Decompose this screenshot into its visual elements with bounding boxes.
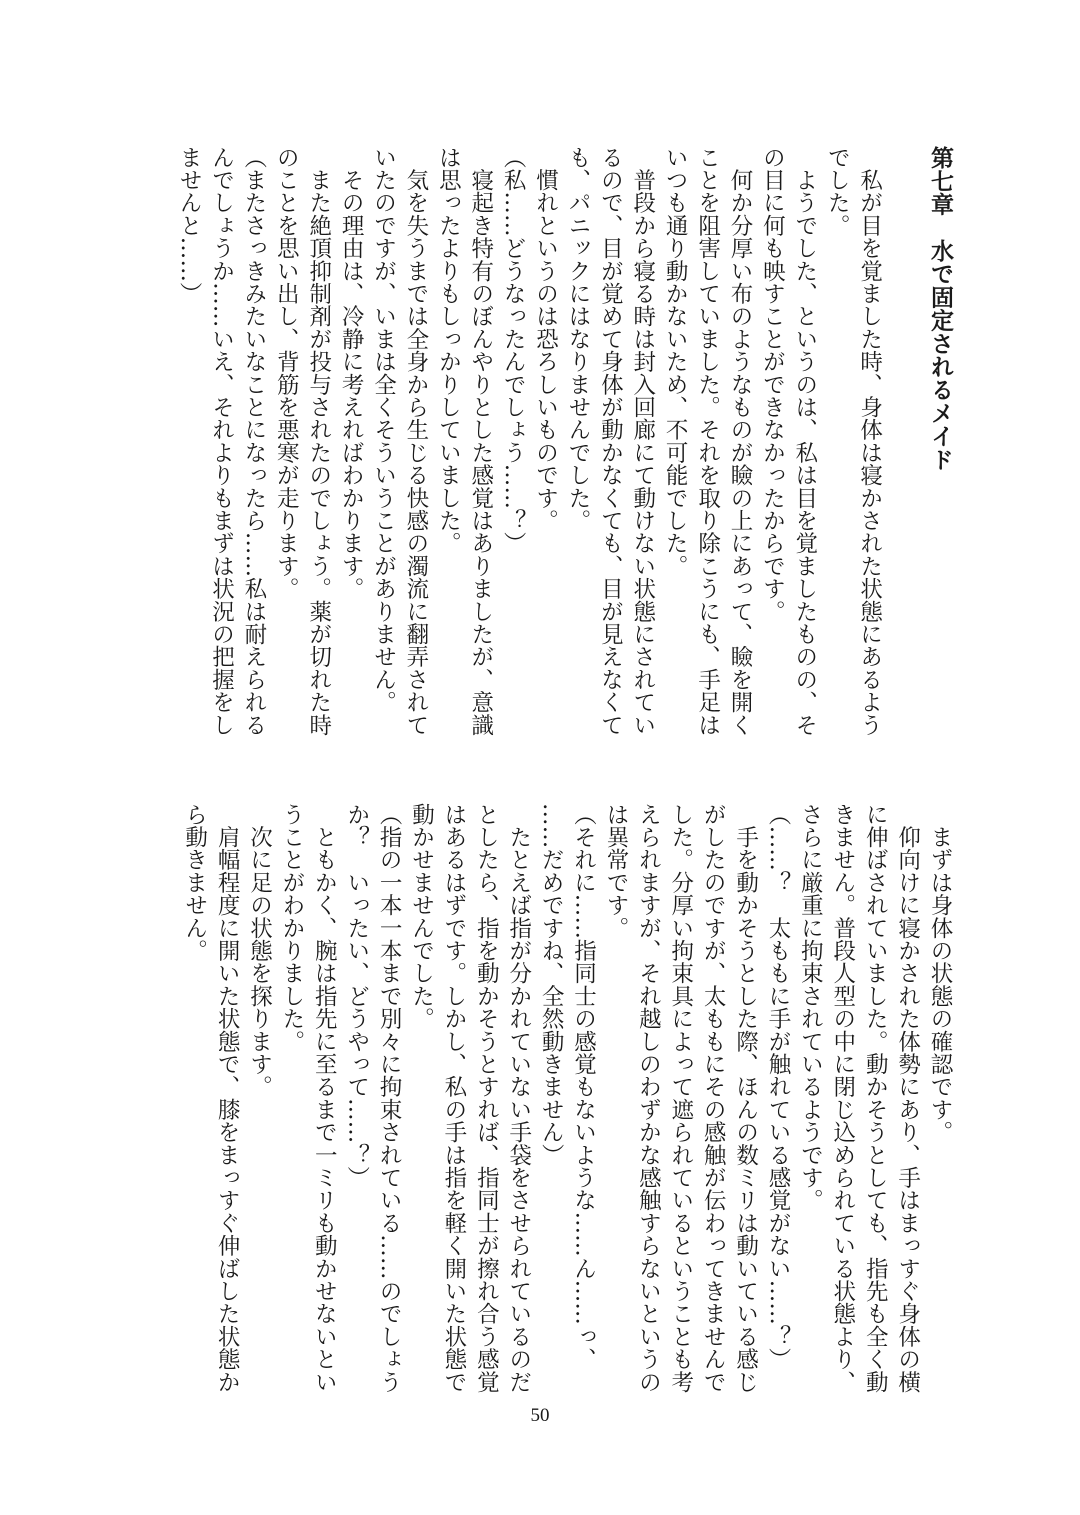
text-line: （それに……指同士の感覚もないような……ん……っ、 xyxy=(570,803,597,1371)
text-line: した。分厚い拘束具によって遮られているということも考 xyxy=(667,803,694,1394)
text-line: （私……どうなったんでしょう……？） xyxy=(500,146,527,555)
text-line: も、パニックにはなりませんでした。 xyxy=(564,146,591,532)
text-line: の目に何も映すことができなかったからです。 xyxy=(759,146,786,623)
text-line: ともかく、腕は指先に至るまで一ミリも動かせないとい xyxy=(311,803,338,1394)
text-line: （……？ 太ももに手が触れている感覚がない……？） xyxy=(764,803,791,1371)
text-line: か？ いったい、どうやって……？） xyxy=(343,803,370,1189)
text-line: 私が目を覚ました時、身体は寝かされた状態にあるよう xyxy=(856,146,883,737)
text-line: ら動きません。 xyxy=(181,803,208,962)
text-line: としたら、指を動かそうとすれば、指同士が擦れ合う感覚 xyxy=(473,803,500,1394)
text-line: でした。 xyxy=(824,146,851,237)
text-line: 普段から寝る時は封入回廊にて動けない状態にされてい xyxy=(629,146,656,737)
text-line: は異常です。 xyxy=(602,803,629,940)
upper-paragraphs xyxy=(173,146,886,746)
text-block-lower xyxy=(178,803,956,1403)
text-line: 仰向けに寝かされた体勢にあり、手はまっすぐ身体の横 xyxy=(894,803,921,1394)
text-line: ようでした、というのは、私は目を覚ましたものの、そ xyxy=(791,146,818,737)
text-line: ことを阻害していました。それを取り除こうにも、手足は xyxy=(694,146,721,737)
text-line: （またさっきみたいなことになったら……私は耐えられる xyxy=(240,146,267,737)
text-line: ……だめですね、全然動きません） xyxy=(538,803,565,1167)
text-line: えられますが、それ越しのわずかな感触すらないというの xyxy=(635,803,662,1394)
text-line: 気を失うまでは全身から生じる快感の濁流に翻弄されて xyxy=(402,146,429,737)
text-line: たとえば指が分かれていない手袋をさせられているのだ xyxy=(505,803,532,1394)
page-number: 50 xyxy=(530,1405,550,1426)
text-line: ませんと……） xyxy=(176,146,203,305)
text-line: きません。普段人型の中に閉じ込められている状態より、 xyxy=(829,803,856,1394)
lower-paragraphs xyxy=(178,803,956,1403)
text-line: は思ったよりもしっかりしていました。 xyxy=(435,146,462,555)
text-line: 手を動かそうとした際、ほんの数ミリは動いている感じ xyxy=(732,803,759,1394)
text-line: はあるはずです。しかし、私の手は指を軽く開いた状態で xyxy=(440,803,467,1394)
text-line: まずは身体の状態の確認です。 xyxy=(927,803,953,1144)
text-line: 動かせませんでした。 xyxy=(408,803,435,1030)
text-line: いたのですが、いまは全くそういうことがありません。 xyxy=(370,146,397,714)
text-line: また絶頂抑制剤が投与されたのでしょう。薬が切れた時 xyxy=(305,146,332,737)
text-line: その理由は、冷静に考えればわかります。 xyxy=(338,146,365,600)
chapter-title: 第七章 水で固定されるメイド xyxy=(927,146,953,471)
text-block-upper xyxy=(173,146,956,746)
text-line: 何か分厚い布のようなものが瞼の上にあって、瞼を開く xyxy=(726,146,753,737)
text-line: 次に足の状態を探ります。 xyxy=(246,803,273,1099)
text-line: 寝起き特有のぼんやりとした感覚はありましたが、意識 xyxy=(467,146,494,737)
text-line: んでしょうか……いえ、それよりもまずは状況の把握をし xyxy=(208,146,235,737)
text-line: 慣れというのは恐ろしいものです。 xyxy=(532,146,559,532)
text-line: さらに厳重に拘束されているようです。 xyxy=(797,803,824,1212)
text-line: 肩幅程度に開いた状態で、膝をまっすぐ伸ばした状態か xyxy=(214,803,241,1394)
text-line: うことがわかりました。 xyxy=(278,803,305,1053)
text-line: るので、目が覚めて身体が動かなくても、目が見えなくて xyxy=(597,146,624,737)
text-line: いつも通り動かないため、不可能でした。 xyxy=(662,146,689,578)
text-line: のことを思い出し、背筋を悪寒が走ります。 xyxy=(273,146,300,600)
text-line: （指の一本一本まで別々に拘束されている……のでしょう xyxy=(376,803,403,1394)
text-line: に伸ばされていました。動かそうとしても、指先も全く動 xyxy=(862,803,889,1394)
text-line: がしたのですが、太ももにその感触が伝わってきませんで xyxy=(700,803,727,1394)
